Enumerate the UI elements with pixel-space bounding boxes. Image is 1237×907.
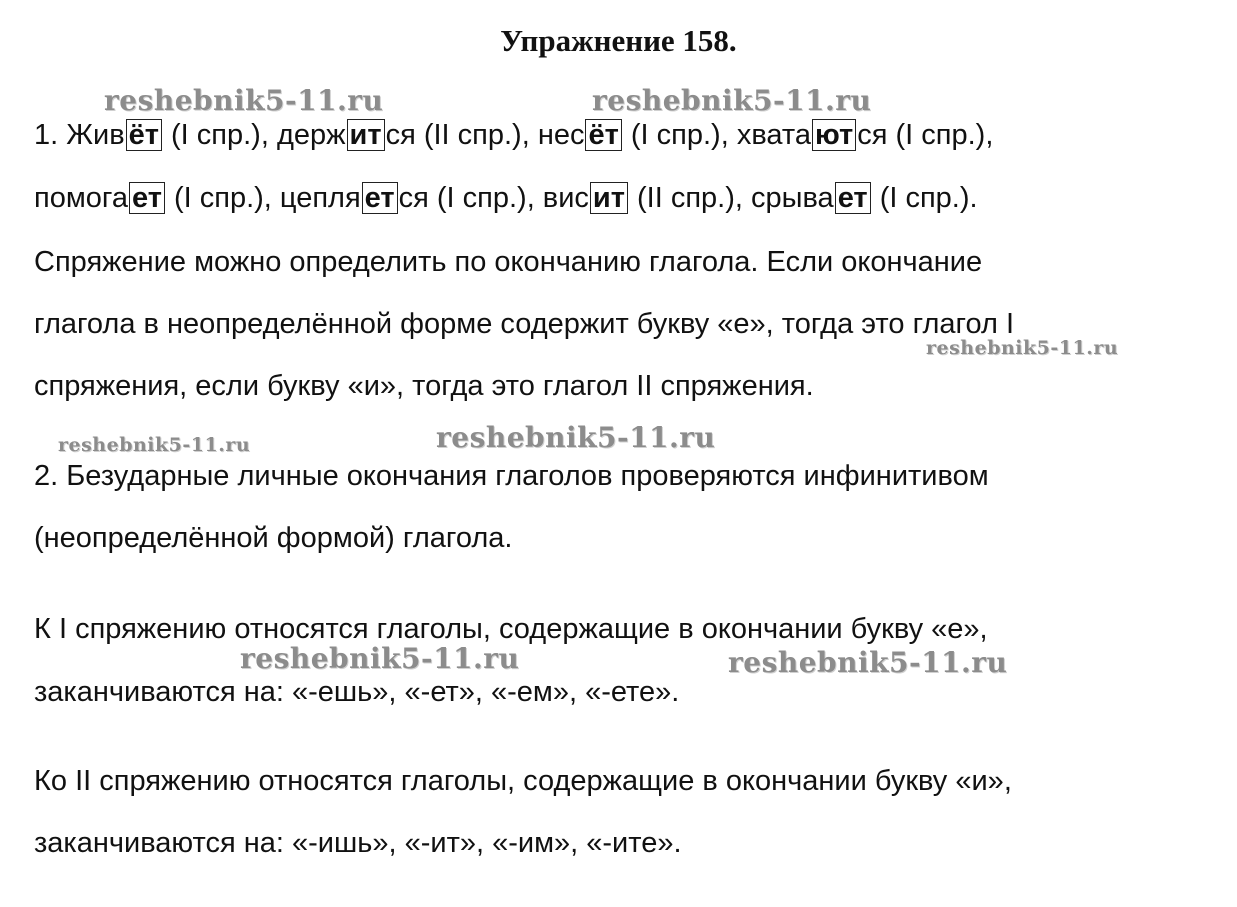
ending-box: ит <box>347 119 385 151</box>
text-fragment: ся (I спр.), <box>857 119 994 151</box>
ending-box: ет <box>835 182 871 214</box>
ending-box: ёт <box>585 119 621 151</box>
ending-box: ёт <box>126 119 162 151</box>
ending-box: ет <box>362 182 398 214</box>
text-fragment: (I спр.), держ <box>162 119 346 151</box>
watermark: reshebnik5-11.ru <box>104 84 384 117</box>
watermark: reshebnik5-11.ru <box>436 421 716 454</box>
ending-box: ют <box>812 119 856 151</box>
text-line-3: Спряжение можно определить по окончанию глагола. Если окончание <box>34 246 983 278</box>
text-line-2 <box>34 180 978 216</box>
text-fragment: (I спр.). <box>871 182 978 214</box>
watermark: reshebnik5-11.ru <box>926 337 1119 359</box>
text-line-5: спряжения, если букву «и», тогда это глагол II спряжения. <box>34 370 814 402</box>
text-fragment: ся (I спр.), вис <box>398 182 589 214</box>
text-fragment: (I спр.), цепля <box>165 182 361 214</box>
watermark: reshebnik5-11.ru <box>240 642 520 675</box>
ending-box: ет <box>129 182 165 214</box>
text-line-7: (неопределённой формой) глагола. <box>34 522 513 554</box>
watermark: reshebnik5-11.ru <box>58 434 251 456</box>
exercise-title: Упражнение 158. <box>500 23 737 58</box>
watermark: reshebnik5-11.ru <box>592 84 872 117</box>
text-fragment: помога <box>34 182 128 214</box>
watermark: reshebnik5-11.ru <box>728 646 1008 679</box>
text-fragment: (II спр.), срыва <box>628 182 834 214</box>
text-line-1 <box>34 117 993 153</box>
text-fragment: ся (II спр.), нес <box>385 119 585 151</box>
text-line-11: заканчиваются на: «-ишь», «-ит», «-им», «-ите». <box>34 827 682 859</box>
text-line-9: заканчиваются на: «-ешь», «-ет», «-ем», «-ете». <box>34 676 680 708</box>
text-line-4: глагола в неопределённой форме содержит букву «е», тогда это глагол I <box>34 308 1015 340</box>
text-line-8: К I спряжению относятся глаголы, содержащие в окончании букву «е», <box>34 613 988 645</box>
ending-box: ит <box>590 182 628 214</box>
text-fragment: (I спр.), хвата <box>622 119 811 151</box>
text-line-6: 2. Безударные личные окончания глаголов проверяются инфинитивом <box>34 460 989 492</box>
text-fragment: 1. Жив <box>34 119 125 151</box>
text-line-10: Ко II спряжению относятся глаголы, содержащие в окончании букву «и», <box>34 765 1012 797</box>
